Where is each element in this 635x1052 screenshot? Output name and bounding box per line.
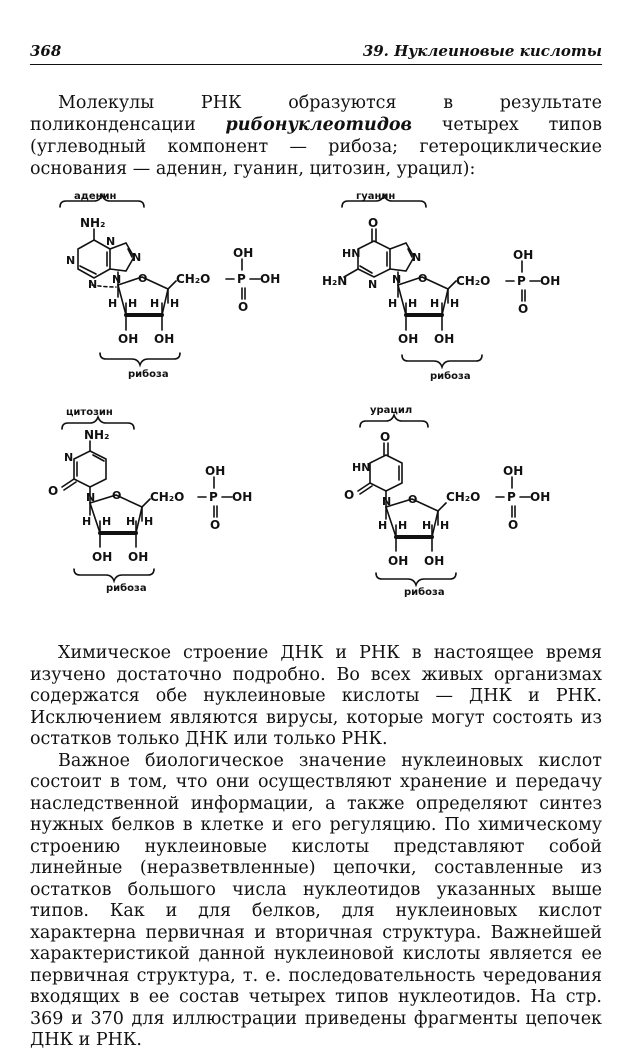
svg-text:O: O — [210, 518, 221, 532]
svg-text:H: H — [422, 519, 432, 532]
svg-text:OH: OH — [154, 332, 175, 346]
svg-text:H: H — [144, 515, 154, 528]
guanine-hn: HN — [342, 247, 361, 260]
cytosine-sugar-label: рибоза — [106, 583, 147, 594]
svg-text:O: O — [138, 272, 148, 285]
svg-text:H: H — [398, 519, 408, 532]
adenine-nh2: NH₂ — [80, 216, 106, 230]
svg-text:H: H — [440, 519, 450, 532]
svg-text:O: O — [238, 300, 249, 314]
svg-text:OH: OH — [530, 490, 551, 504]
intro-text-1: Молекулы РНК образуются в результате поликонденсации — [30, 93, 602, 135]
svg-text:O: O — [418, 272, 428, 285]
svg-text:H: H — [82, 515, 92, 528]
svg-text:P: P — [517, 274, 526, 288]
svg-text:N: N — [66, 254, 76, 267]
svg-text:O: O — [508, 518, 519, 532]
svg-text:OH: OH — [92, 550, 113, 564]
svg-text:N: N — [64, 451, 74, 464]
svg-text:O: O — [518, 302, 529, 316]
svg-text:N: N — [368, 278, 378, 291]
svg-text:N: N — [132, 251, 142, 264]
svg-text:OH: OH — [503, 464, 524, 478]
svg-text:H: H — [388, 297, 398, 310]
svg-text:OH: OH — [260, 272, 281, 286]
svg-text:N: N — [392, 273, 402, 286]
svg-text:H: H — [408, 297, 418, 310]
adenine-sugar-label: рибоза — [128, 369, 169, 380]
svg-text:O: O — [112, 489, 122, 502]
svg-text:P: P — [209, 490, 218, 504]
svg-text:OH: OH — [540, 274, 561, 288]
svg-text:O: O — [368, 216, 379, 230]
svg-text:O: O — [48, 484, 59, 498]
svg-text:OH: OH — [233, 246, 254, 260]
body-paragraph-1: Химическое строение ДНК и РНК в настоящее время изучено достаточно подробно. Во всех живых организмах содержатся обе нуклеиновые кислоты — ДНК и РНК. Исключением являются вирусы, которые могут состоять из остатков только ДНК или только РНК. — [30, 643, 602, 749]
adenine-ch2o: CH₂O — [176, 272, 211, 286]
svg-text:NH₂: NH₂ — [84, 428, 110, 442]
intro-paragraph — [30, 92, 602, 180]
svg-text:O: O — [380, 430, 391, 444]
svg-text:CH₂O: CH₂O — [456, 274, 491, 288]
svg-text:N: N — [106, 235, 116, 248]
section-title: 39. Нуклеиновые кислоты — [362, 42, 602, 60]
body-text — [30, 643, 602, 1052]
svg-text:H: H — [102, 515, 112, 528]
svg-text:H: H — [150, 297, 160, 310]
svg-text:OH: OH — [434, 332, 455, 346]
ribonucleotide-structures — [30, 185, 610, 615]
intro-text-2: четырех типов (углеводный компонент — рибоза; гетероциклические основания — аденин, гуанин, цитозин, урацил): — [30, 115, 602, 179]
svg-text:CH₂O: CH₂O — [150, 490, 185, 504]
svg-text:P: P — [507, 490, 516, 504]
svg-text:H: H — [108, 297, 118, 310]
svg-text:N: N — [382, 495, 392, 508]
svg-text:O: O — [408, 493, 418, 506]
adenine-label: аденин — [74, 191, 117, 202]
svg-text:O: O — [344, 488, 355, 502]
svg-text:P: P — [237, 272, 246, 286]
svg-text:OH: OH — [388, 554, 409, 568]
intro-term: рибонуклеотидов — [225, 115, 413, 135]
svg-text:OH: OH — [232, 490, 253, 504]
svg-text:OH: OH — [398, 332, 419, 346]
guanine-sugar-label: рибоза — [430, 371, 471, 382]
svg-text:N: N — [86, 491, 96, 504]
svg-text:N: N — [88, 278, 98, 291]
svg-text:CH₂O: CH₂O — [446, 490, 481, 504]
uracil-label: урацил — [370, 405, 413, 416]
page-number: 368 — [30, 42, 62, 60]
svg-text:OH: OH — [424, 554, 445, 568]
svg-text:H: H — [126, 515, 136, 528]
svg-text:OH: OH — [513, 248, 534, 262]
running-header — [30, 42, 602, 65]
svg-text:OH: OH — [118, 332, 139, 346]
cytosine-label: цитозин — [66, 407, 113, 418]
svg-text:N: N — [112, 273, 122, 286]
svg-text:H: H — [128, 297, 138, 310]
guanine-label: гуанин — [356, 191, 396, 202]
svg-text:H: H — [170, 297, 180, 310]
body-paragraph-2: Важное биологическое значение нуклеиновых кислот состоит в том, что они осуществляют хранение и передачу наследственной информации, а также определяют синтез нужных белков в клетке и его регуляцию. По химическому строению нуклеиновые кислоты представляют собой линейные (неразветвленные) цепочки, составленные из остатков большого числа нуклеотидов указанных выше типов. Как и для белков, для нуклеиновых кислот характерна первичная и вторичная структура. Важнейшей характеристикой данной нуклеиновой кислоты является ее первичная структура, т. е. последовательность чередования входящих в ее состав четырех типов нуклеотидов. На стр. 369 и 370 для иллюстрации приведены фрагменты цепочек ДНК и РНК. — [30, 750, 602, 1050]
uracil-hn: HN — [352, 461, 371, 474]
svg-text:H: H — [430, 297, 440, 310]
svg-text:H: H — [450, 297, 460, 310]
uracil-sugar-label: рибоза — [404, 587, 445, 598]
svg-text:N: N — [412, 251, 422, 264]
guanine-h2n: H₂N — [322, 274, 348, 288]
svg-text:OH: OH — [128, 550, 149, 564]
svg-text:OH: OH — [205, 464, 226, 478]
svg-text:H: H — [378, 519, 388, 532]
